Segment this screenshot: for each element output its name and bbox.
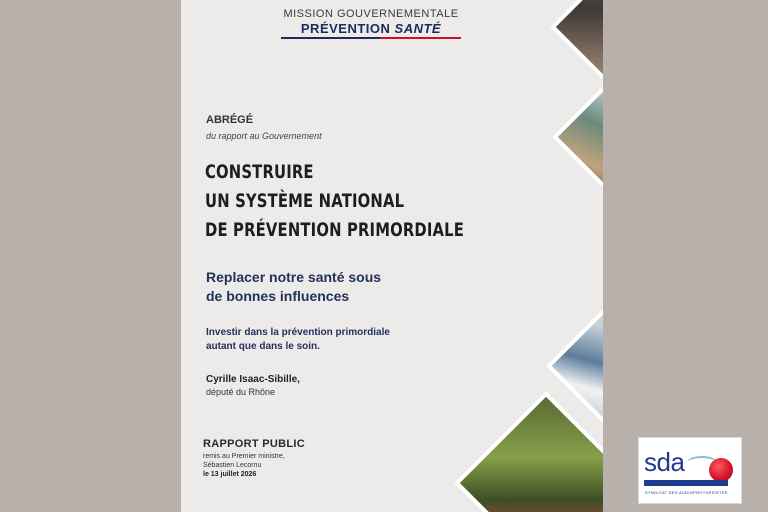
remis-line-2: Sébastien Lecornu <box>203 462 262 469</box>
report-date: le 13 juillet 2026 <box>203 471 257 478</box>
subtitle-line-2: de bonnes influences <box>206 288 350 304</box>
prevention-word: PRÉVENTION <box>300 21 391 36</box>
remis-line-1: remis au Premier ministre, <box>203 453 285 460</box>
title-line-1: CONSTRUIRE <box>205 161 314 183</box>
sda-logo-text: sda <box>644 447 685 477</box>
mission-label: MISSION GOUVERNEMENTALE <box>283 8 459 20</box>
prevention-sante-logo <box>281 21 461 36</box>
sda-red-circle-icon <box>709 458 733 482</box>
sda-tagline: SYNDICAT DES AUDIOPROTHESISTES <box>645 490 728 495</box>
remis-text <box>203 452 285 470</box>
author-role: député du Rhône <box>206 387 276 397</box>
author-name: Cyrille Isaac-Sibille, <box>206 374 300 385</box>
du-rapport-label: du rapport au Gouvernement <box>206 131 322 141</box>
logo-underline <box>281 37 461 39</box>
sante-word: SANTÉ <box>394 21 442 36</box>
invest-line-1: Investir dans la prévention primordiale <box>206 327 390 338</box>
rapport-public-label: RAPPORT PUBLIC <box>203 438 305 450</box>
report-subtitle <box>206 268 381 306</box>
report-cover <box>181 0 603 512</box>
sda-logo <box>638 437 742 504</box>
title-line-3: DE PRÉVENTION PRIMORDIALE <box>205 219 465 241</box>
sda-logo-bar <box>644 480 728 486</box>
invest-statement <box>206 326 390 354</box>
mission-header <box>281 8 461 39</box>
title-line-2: UN SYSTÈME NATIONAL <box>205 190 405 212</box>
report-title <box>205 158 465 245</box>
photo-vegetables <box>454 391 603 512</box>
abrege-label: ABRÉGÉ <box>206 114 254 126</box>
invest-line-2: autant que dans le soin. <box>206 341 320 352</box>
subtitle-line-1: Replacer notre santé sous <box>206 269 382 285</box>
